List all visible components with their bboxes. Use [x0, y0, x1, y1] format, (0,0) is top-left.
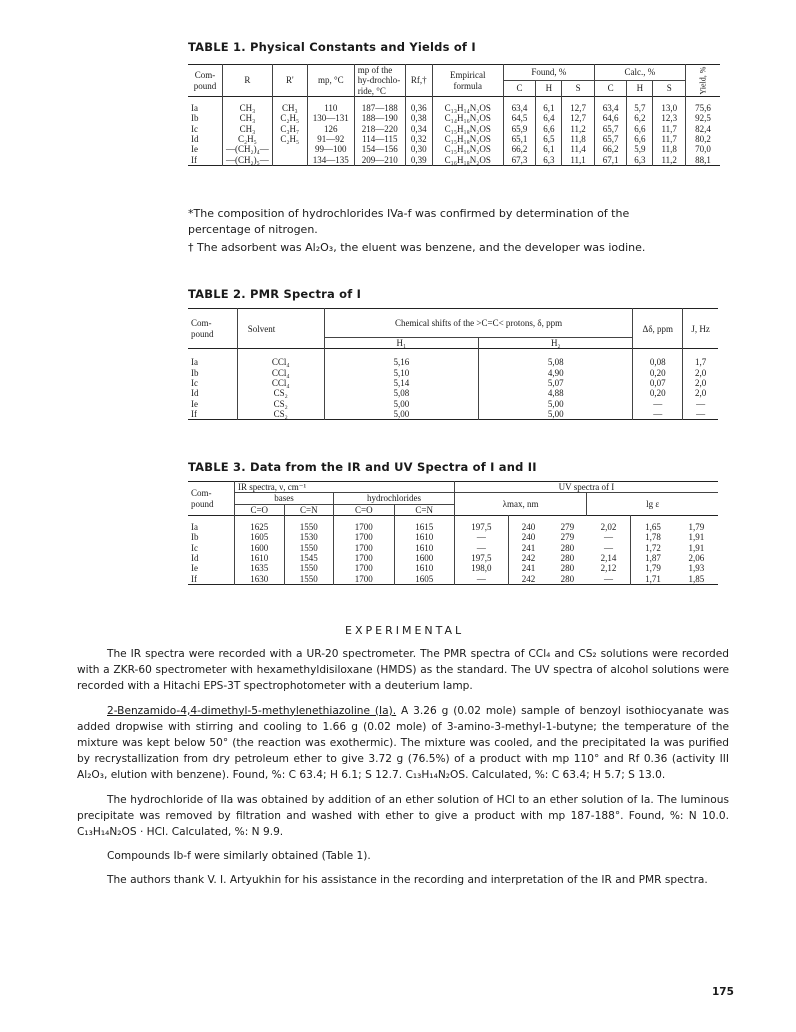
- table-cell: 12,3: [653, 113, 686, 123]
- table-cell: 1610: [394, 532, 454, 542]
- table-cell: —: [696, 398, 706, 409]
- t1-h-calc: Calc., %: [594, 65, 685, 81]
- table-cell: 280: [560, 542, 575, 553]
- table-cell: 65,7: [594, 124, 627, 134]
- t1-h-compound: Com-pound: [188, 65, 223, 97]
- experimental-heading: EXPERIMENTAL: [345, 624, 465, 637]
- table-cell: 75,6: [695, 103, 711, 114]
- experimental-paragraph-2: [77, 703, 729, 784]
- table-cell: 126: [307, 124, 354, 134]
- table-cell: 1600: [394, 553, 454, 563]
- table-cell: 240: [521, 522, 536, 533]
- table-cell: 1550: [284, 516, 334, 533]
- table-cell: 2,02: [587, 516, 631, 533]
- table-row: [188, 543, 718, 553]
- table-cell: 5,14: [324, 378, 478, 388]
- table1-footnote-1: *The composition of hydrochlorides IVa-f was confirmed by determination of the percentage of nitrogen.: [188, 207, 630, 236]
- table-cell: C₃H₇: [272, 124, 307, 134]
- table-cell: Ie: [188, 563, 235, 573]
- table-cell: 66,2: [594, 144, 627, 154]
- experimental-paragraph-3: The hydrochloride of IIa was obtained by addition of an ether solution of HCl to an ether solution of Ia. The luminous precipitate was removed by filtration and washed with ether to give a product with mp 187-188°. Found, %: N 10.0. C₁₃H₁₄N₂OS · HCl. Calculated, %: N 9.9.: [77, 793, 729, 839]
- table-cell: 1605: [394, 574, 454, 585]
- table-cell: Id: [188, 388, 237, 398]
- table-row: [188, 134, 720, 144]
- table-cell: 0,20: [633, 368, 683, 378]
- table-cell: Ia: [188, 97, 223, 114]
- table-cell: —: [454, 532, 508, 542]
- table-cell: 4,88: [479, 388, 633, 398]
- table-cell: 279: [560, 522, 575, 533]
- table-cell: 198,0: [454, 563, 508, 573]
- table-cell: 6,6: [627, 134, 653, 144]
- table-cell: 92,5: [695, 113, 711, 124]
- table-cell: 99—100: [307, 144, 354, 154]
- t1-h-rf: Rf,†: [405, 65, 432, 97]
- table-row: [188, 349, 718, 368]
- table-cell: 12,7: [562, 113, 595, 123]
- table-cell: 1700: [334, 516, 394, 533]
- table-cell: 12,7: [562, 97, 595, 114]
- table-row: [188, 388, 718, 398]
- table-row: [188, 378, 718, 388]
- t1-h-found-s: S: [562, 81, 595, 97]
- table2: [188, 308, 718, 420]
- table-cell: If: [188, 409, 237, 420]
- table-row: [188, 144, 720, 154]
- table-cell: 242: [521, 573, 536, 584]
- t1-h-rprime: R': [272, 65, 307, 97]
- table-cell: 6,3: [627, 155, 653, 166]
- table-cell: 218—220: [354, 124, 405, 134]
- table-cell: 1605: [235, 532, 285, 542]
- table-cell: 242: [521, 553, 536, 564]
- table-cell: 0,36: [405, 97, 432, 114]
- table-cell: 6,1: [536, 144, 562, 154]
- t2-h-solvent: Solvent: [237, 309, 324, 349]
- table-cell: 1610: [394, 563, 454, 573]
- table-cell: 4,90: [479, 368, 633, 378]
- table-cell: 1,85: [688, 573, 705, 584]
- table-cell: 1,91: [688, 542, 705, 553]
- table-cell: 65,9: [503, 124, 536, 134]
- table-cell: —: [587, 543, 631, 553]
- table-cell: Ib: [188, 532, 235, 542]
- table-cell: 0,38: [405, 113, 432, 123]
- experimental-body: [77, 646, 729, 897]
- table-cell: 197,5: [454, 516, 508, 533]
- table-cell: 63,4: [594, 97, 627, 114]
- table-cell: 241: [521, 563, 536, 574]
- table-cell: 6,5: [536, 134, 562, 144]
- table-row: [188, 155, 720, 166]
- table-cell: 66,2: [503, 144, 536, 154]
- table-cell: 82,4: [695, 123, 711, 134]
- table-cell: CS₂: [237, 409, 324, 420]
- table-cell: C₂H₅: [223, 134, 273, 144]
- table-cell: 2,0: [694, 367, 707, 378]
- t3-h-uv: UV spectra of I: [558, 482, 615, 492]
- table-cell: Ia: [188, 516, 235, 533]
- t1-h-found-h: H: [536, 81, 562, 97]
- table-cell: 1700: [334, 563, 394, 573]
- experimental-paragraph-1: The IR spectra were recorded with a UR-20 spectrometer. The PMR spectra of CCl₄ and CS₂ solutions were recorded with a ZKR-60 spectrometer with hexamethyldisiloxane (HMDS) as the standard. The UV spectra of alcohol solutions were recorded with a Hitachi EPS-3T spectrophotometer with a deuterium lamp.: [77, 648, 729, 693]
- table2-caption: TABLE 2. PMR Spectra of I: [188, 287, 362, 301]
- table-cell: 1625: [235, 516, 285, 533]
- t3-h-bases: bases: [235, 493, 334, 504]
- table-row: [188, 532, 718, 542]
- table-cell: 114—115: [354, 134, 405, 144]
- table-cell: 1630: [235, 574, 285, 585]
- table-cell: 1700: [334, 574, 394, 585]
- table-cell: 110: [307, 97, 354, 114]
- table-cell: 5,08: [324, 388, 478, 398]
- table-cell: CCl₄: [237, 378, 324, 388]
- table-cell: 280: [560, 553, 575, 564]
- table-cell: 1,79: [645, 563, 661, 574]
- table-cell: —: [454, 574, 508, 585]
- table-row: [188, 97, 720, 114]
- experimental-paragraph-4: Compounds Ib-f were similarly obtained (Table 1).: [107, 850, 371, 863]
- table-cell: —: [454, 543, 508, 553]
- t3-h-co-1: C=O: [235, 504, 285, 515]
- table-cell: 5,08: [479, 349, 633, 368]
- t3-h-hydro: hydrochlorides: [334, 493, 455, 504]
- table-cell: CH₃: [223, 124, 273, 134]
- table-cell: Ic: [188, 124, 223, 134]
- table-cell: 6,6: [536, 124, 562, 134]
- table-cell: 5,00: [479, 399, 633, 409]
- table-cell: 1700: [334, 532, 394, 542]
- t2-h-j: J, Hz: [691, 323, 710, 334]
- table-cell: 1615: [394, 516, 454, 533]
- table-row: [188, 516, 718, 533]
- table-cell: 1550: [284, 574, 334, 585]
- table-cell: 6,3: [536, 155, 562, 166]
- table-cell: [272, 144, 307, 154]
- table-cell: C₁₅H₁₆N₂OS: [432, 144, 503, 154]
- t1-h-r: R: [223, 65, 273, 97]
- table-cell: 1,87: [645, 553, 661, 564]
- table-cell: —: [587, 532, 631, 542]
- table-cell: C₂H₅: [272, 134, 307, 144]
- table-cell: Id: [188, 553, 235, 563]
- t2-h-h1: H₁: [324, 338, 478, 349]
- table-cell: —(CH₂)₅—: [223, 155, 273, 166]
- table-cell: 11,7: [653, 124, 686, 134]
- table-cell: 280: [560, 563, 575, 574]
- table-cell: 1,65: [645, 522, 661, 533]
- table-cell: 6,2: [627, 113, 653, 123]
- table-cell: 1,93: [688, 563, 705, 574]
- table1-footnotes: [188, 206, 658, 256]
- table-cell: 1530: [284, 532, 334, 542]
- table-cell: 80,2: [695, 134, 711, 145]
- table-cell: CH₃: [223, 113, 273, 123]
- table-cell: 6,6: [627, 124, 653, 134]
- t1-h-calc-s: S: [653, 81, 686, 97]
- table-cell: 188—190: [354, 113, 405, 123]
- table-cell: C₁₅H₁₈N₂OS: [432, 134, 503, 144]
- table-cell: 64,5: [503, 113, 536, 123]
- table-cell: If: [188, 155, 223, 166]
- table-cell: Ie: [188, 144, 223, 154]
- table-cell: 1,79: [688, 522, 705, 533]
- table-cell: 0,30: [405, 144, 432, 154]
- table-cell: 0,32: [405, 134, 432, 144]
- table-cell: [272, 155, 307, 166]
- t2-h-h2: H₂: [479, 338, 633, 349]
- table-cell: 64,6: [594, 113, 627, 123]
- t3-h-cn-2: C=N: [394, 504, 454, 515]
- table-cell: 0,07: [633, 378, 683, 388]
- table-cell: 1,72: [645, 542, 661, 553]
- table-cell: —: [587, 574, 631, 585]
- table-cell: CCl₄: [237, 349, 324, 368]
- table-cell: 11,2: [653, 155, 686, 166]
- table-cell: 67,3: [503, 155, 536, 166]
- table-cell: 5,10: [324, 368, 478, 378]
- table-cell: 1545: [284, 553, 334, 563]
- table1-footnote-2: † The adsorbent was Al₂O₃, the eluent was benzene, and the developer was iodine.: [188, 241, 646, 254]
- table-row: [188, 553, 718, 563]
- table-cell: 5,7: [627, 97, 653, 114]
- t2-h-delta: Δδ, ppm: [633, 309, 683, 349]
- t3-h-lambda: λmax, nm: [454, 493, 586, 516]
- table-row: [188, 574, 718, 585]
- table-cell: Ia: [188, 349, 237, 368]
- table-cell: 1,91: [688, 532, 705, 543]
- table-cell: 2,14: [587, 553, 631, 563]
- table-cell: C₁₃H₁₄N₂OS: [432, 97, 503, 114]
- table2-body: [188, 349, 718, 420]
- table-cell: 5,07: [479, 378, 633, 388]
- table-cell: 0,39: [405, 155, 432, 166]
- table-cell: 1550: [284, 563, 334, 573]
- table-cell: 13,0: [653, 97, 686, 114]
- t3-h-cn-1: C=N: [284, 504, 334, 515]
- table-cell: 11,2: [562, 124, 595, 134]
- table-cell: C₁₅H₁₈N₂OS: [432, 124, 503, 134]
- table-cell: 241: [521, 542, 536, 553]
- table-cell: 5,00: [479, 409, 633, 420]
- table-cell: 1700: [334, 553, 394, 563]
- table-cell: —: [633, 399, 683, 409]
- table1-body: [188, 97, 720, 166]
- table-cell: 1635: [235, 563, 285, 573]
- table3-body: [188, 516, 718, 585]
- table-cell: 70,0: [695, 144, 711, 155]
- acknowledgement: The authors thank V. I. Artyukhin for his assistance in the recording and interpretation of the IR and PMR spectra.: [107, 874, 708, 887]
- table-cell: 5,00: [324, 399, 478, 409]
- table-cell: 65,1: [503, 134, 536, 144]
- table-cell: 280: [560, 573, 575, 584]
- t1-h-mp: mp, °C: [307, 65, 354, 97]
- table-cell: 209—210: [354, 155, 405, 166]
- table-cell: 6,1: [536, 97, 562, 114]
- table3: [188, 481, 718, 585]
- t1-h-calc-c: C: [594, 81, 627, 97]
- table-cell: Ic: [188, 378, 237, 388]
- table-cell: 130—131: [307, 113, 354, 123]
- table-cell: 0,34: [405, 124, 432, 134]
- table-cell: C₂H₅: [272, 113, 307, 123]
- table-cell: 65,7: [594, 134, 627, 144]
- table-cell: 279: [560, 532, 575, 543]
- table-cell: CH₃: [272, 97, 307, 114]
- t3-h-lge: lg ε: [646, 499, 660, 510]
- table-cell: CS₂: [237, 399, 324, 409]
- t1-h-calc-h: H: [627, 81, 653, 97]
- table1: [188, 64, 720, 166]
- t1-h-found: Found, %: [503, 65, 594, 81]
- table-cell: 11,8: [562, 134, 595, 144]
- table3-caption: TABLE 3. Data from the IR and UV Spectra of I and II: [188, 460, 537, 474]
- compound-title: 2-Benzamido-4,4-dimethyl-5-methylenethiazoline (Ia).: [107, 704, 397, 717]
- table-cell: 88,1: [695, 154, 711, 165]
- table-cell: 1,71: [645, 573, 661, 584]
- table-cell: 2,06: [688, 553, 705, 564]
- t2-h-compound: Com-pound: [188, 309, 237, 349]
- table-cell: Ib: [188, 113, 223, 123]
- table-cell: 1610: [394, 543, 454, 553]
- table-cell: 1610: [235, 553, 285, 563]
- table-cell: 0,08: [633, 349, 683, 368]
- table-cell: Ib: [188, 368, 237, 378]
- table-cell: Id: [188, 134, 223, 144]
- table1-caption: TABLE 1. Physical Constants and Yields of I: [188, 40, 476, 54]
- table-cell: 5,16: [324, 349, 478, 368]
- table-row: [188, 563, 718, 573]
- table-cell: 11,4: [562, 144, 595, 154]
- table-row: [188, 368, 718, 378]
- t1-h-mp-hydro: mp of the hy-drochlo-ride, °C: [354, 65, 405, 97]
- table-cell: Ic: [188, 543, 235, 553]
- table-cell: CH₃: [223, 97, 273, 114]
- table-cell: 6,4: [536, 113, 562, 123]
- t2-h-shifts: Chemical shifts of the >C=C< protons, δ, ppm: [324, 309, 633, 338]
- table-cell: 197,5: [454, 553, 508, 563]
- t3-h-compound: Com-pound: [188, 482, 235, 516]
- table-cell: C₁₄H₁₆N₂OS: [432, 113, 503, 123]
- t1-h-found-c: C: [503, 81, 536, 97]
- table-cell: 91—92: [307, 134, 354, 144]
- page-number: 175: [712, 986, 734, 998]
- table-cell: 187—188: [354, 97, 405, 114]
- table-cell: 1600: [235, 543, 285, 553]
- t3-h-co-2: C=O: [334, 504, 394, 515]
- table-cell: 67,1: [594, 155, 627, 166]
- table-cell: 1,78: [645, 532, 661, 543]
- table-cell: 134—135: [307, 155, 354, 166]
- t1-h-yield: Yield, %: [698, 66, 708, 95]
- experimental-paragraph-2-text: A 3.26 g (0.02 mole) sample of benzoyl isothiocyanate was added dropwise with stirring and cooling to 1.66 g (0.02 mole) of 3-amino-3-methyl-1-butyne; the temperature of the mixture was kept below 50° (the reaction was exothermic). The mixture was cooled, and the precipitated Ia was purified by recrystallization from dry petroleum ether to give 3.72 g (76.5%) of a product with mp 110° and Rf 0.36 (activity III Al₂O₃, elution with benzene). Found, %: C 63.4; H 6.1; S 12.7. C₁₃H₁₄N₂OS. Calculated, %: C 63.4; H 5.7; S 13.0.: [77, 704, 729, 782]
- table-cell: 63,4: [503, 97, 536, 114]
- table-row: [188, 409, 718, 420]
- table-cell: 5,00: [324, 409, 478, 420]
- table-cell: 11,7: [653, 134, 686, 144]
- table-cell: CS₂: [237, 388, 324, 398]
- table-cell: 2,12: [587, 563, 631, 573]
- table-cell: 5,9: [627, 144, 653, 154]
- table-cell: 1,7: [694, 357, 707, 368]
- table-cell: 11,1: [562, 155, 595, 166]
- table-cell: Ie: [188, 399, 237, 409]
- table-cell: 11,8: [653, 144, 686, 154]
- table-row: [188, 399, 718, 409]
- table-row: [188, 124, 720, 134]
- table-cell: 2,0: [694, 388, 707, 399]
- table-cell: 1700: [334, 543, 394, 553]
- table-cell: 0,20: [633, 388, 683, 398]
- table-cell: 1550: [284, 543, 334, 553]
- table-cell: —(CH₂)₄—: [223, 144, 273, 154]
- table-cell: —: [696, 409, 706, 420]
- table-row: [188, 113, 720, 123]
- table-cell: 2,0: [694, 378, 707, 389]
- table-cell: CCl₄: [237, 368, 324, 378]
- t1-h-formula: Empirical formula: [432, 65, 503, 97]
- table-cell: C₁₆H₁₈N₂OS: [432, 155, 503, 166]
- table-cell: 240: [521, 532, 536, 543]
- table-cell: If: [188, 574, 235, 585]
- table-cell: —: [633, 409, 683, 420]
- table-cell: 154—156: [354, 144, 405, 154]
- t3-h-ir: IR spectra, ν, cm⁻¹: [235, 482, 455, 493]
